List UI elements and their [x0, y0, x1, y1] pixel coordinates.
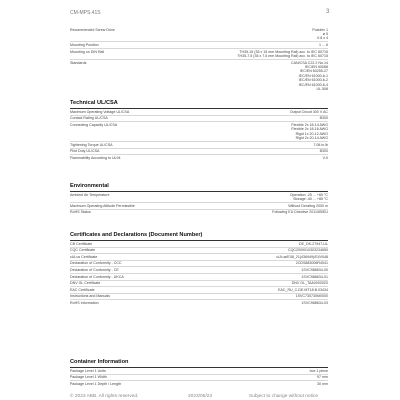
- spec-label: Contact Rating UL/CSA: [70, 116, 108, 121]
- spec-row: [70, 281, 328, 288]
- container-rows: [70, 368, 328, 387]
- spec-value: [296, 261, 328, 265]
- spec-label: Declaration of Conformity - UKCA: [70, 274, 124, 279]
- footer-notice: Subject to change without notice: [249, 394, 319, 399]
- spec-value-line: Operation -25 ... +60 °C: [289, 192, 328, 197]
- spec-row: [70, 294, 328, 301]
- spec-value-line: B300: [319, 149, 328, 154]
- spec-value-line: Output Circuit 300 V AC: [289, 109, 328, 114]
- spec-value-line: Rigid 1x 20-12 AWG: [295, 131, 328, 136]
- spec-value: [278, 288, 328, 292]
- spec-row: [70, 274, 328, 281]
- spec-value: [290, 110, 328, 114]
- ul-csa-section: [70, 100, 328, 161]
- spec-value-line: TH35-7.5 (35 x 7.5 mm Mounting Rail) acc. to IEC 60715: [237, 54, 328, 58]
- spec-value: [299, 242, 328, 246]
- spec-row: [70, 375, 328, 382]
- spec-label: Instructions and Manuals: [70, 294, 110, 299]
- spec-value-line: 1SVC730730M0000: [295, 294, 328, 299]
- spec-row: [70, 267, 328, 274]
- spec-row: [70, 241, 328, 248]
- spec-row: [70, 149, 328, 156]
- spec-label: Mounting on DIN Rail: [70, 49, 105, 54]
- spec-row: [70, 254, 328, 261]
- spec-value-line: Without Derating 2000 m: [288, 203, 328, 208]
- spec-row: [70, 261, 328, 268]
- product-code: CM-MPS.41S: [70, 10, 101, 16]
- spec-label: Maximum Operating Voltage UL/CSA: [70, 109, 130, 114]
- spec-value: [272, 210, 328, 214]
- spec-label: Standards: [70, 60, 87, 65]
- spec-label: RoHS Information: [70, 300, 99, 305]
- general-rows: [70, 27, 328, 92]
- spec-value-line: V-0: [322, 155, 328, 160]
- spec-value-line: Pozidriv 1: [312, 27, 328, 32]
- spec-row: [70, 300, 328, 306]
- spec-label: Declaration of Conformity - CE: [70, 267, 119, 272]
- spec-value-line: Storage -40 ... +85 °C: [293, 197, 328, 201]
- spec-value: [288, 248, 328, 252]
- spec-value-line: IEC/EN 61000-6-2: [298, 78, 328, 83]
- environmental-rows: [70, 192, 328, 215]
- spec-value-line: 30 mm: [317, 381, 328, 386]
- spec-value: [237, 50, 328, 59]
- footer-date: 2023/05/23: [188, 394, 213, 399]
- spec-value-line: EAC_RU_C-DE.MT18.B.03434: [278, 287, 328, 292]
- spec-value-line: Flexible 2x 18-16 AWG: [291, 127, 328, 132]
- spec-value-line: CQC2009010303234650: [288, 248, 328, 253]
- environmental-section: [70, 183, 328, 215]
- spec-row: [70, 155, 328, 161]
- spec-label: Package Level 1 Units: [70, 368, 106, 373]
- spec-label: RoHS Status: [70, 210, 91, 215]
- spec-value-line: Flexible 2x 18-14 AWG: [291, 122, 328, 127]
- spec-row: [70, 210, 328, 216]
- spec-value: [296, 294, 328, 298]
- spec-value: [288, 204, 328, 208]
- spec-row: [70, 27, 328, 42]
- spec-label: Connecting Capacity UL/CSA: [70, 122, 118, 127]
- spec-label: Ambient Air Temperature: [70, 192, 110, 197]
- spec-label: EAC Certificate: [70, 287, 95, 292]
- spec-label: Package Level 1 Depth / Length: [70, 381, 122, 386]
- footer-copyright: © 2023 ABB. All rights reserved.: [70, 394, 139, 399]
- spec-label: CQC Certificate: [70, 248, 96, 253]
- spec-row: [70, 142, 328, 149]
- spec-value-line: IEC/EN 61000-6-1: [298, 73, 328, 78]
- spec-row: [70, 287, 328, 294]
- spec-row: [70, 248, 328, 255]
- spec-label: Declaration of Conformity - CCC: [70, 261, 122, 266]
- spec-value: [317, 375, 328, 379]
- spec-value: [291, 123, 328, 141]
- spec-row: [70, 203, 328, 210]
- spec-row: [70, 192, 328, 203]
- spec-value-line: 1SVC988634-00: [301, 267, 328, 272]
- spec-value-line: UL 508: [316, 87, 328, 92]
- spec-value-line: 2CDS883006R4041: [295, 261, 328, 266]
- spec-value: [292, 281, 328, 285]
- spec-value-line: DNV GL_TAA00000Z0: [291, 281, 328, 286]
- spec-label: CB Certificate: [70, 241, 93, 246]
- spec-value: [319, 43, 328, 47]
- spec-row: [70, 368, 328, 375]
- spec-value: [290, 193, 328, 202]
- spec-value: [323, 156, 328, 160]
- spec-label: Recommended Screw Drive: [70, 27, 115, 32]
- spec-value-line: IEC/EN 60255-27: [299, 69, 328, 74]
- environmental-title: Environmental: [70, 183, 328, 192]
- spec-value-line: 1 ... 6: [319, 43, 328, 47]
- spec-value: [301, 268, 328, 272]
- spec-value: [301, 275, 328, 279]
- certificates-title: Certificates and Declarations (Document Number): [70, 232, 328, 241]
- spec-value: [320, 149, 328, 153]
- certificates-section: [70, 232, 328, 306]
- ul-csa-title: Technical UL/CSA: [70, 100, 328, 109]
- spec-value-line: 7.08 in.lb: [313, 142, 328, 147]
- spec-value-line: 1SVC988634-03: [301, 300, 328, 305]
- spec-value: [291, 61, 328, 92]
- spec-row: [70, 109, 328, 116]
- spec-label: Mounting Position: [70, 43, 99, 47]
- spec-label: Package Level 1 Width: [70, 375, 107, 380]
- spec-value-line: 0.8 x 4: [317, 36, 328, 41]
- spec-value-line: DE_DK-27947-UL: [299, 241, 328, 246]
- page-number: 3: [326, 9, 330, 15]
- spec-value: [317, 382, 328, 386]
- spec-value-line: Rigid 2x 20-14 AWG: [295, 136, 328, 140]
- general-section: [70, 27, 328, 92]
- spec-value-line: 1SVC988634-01: [301, 274, 328, 279]
- spec-value: [276, 255, 328, 259]
- spec-row: [70, 381, 328, 387]
- spec-value: [310, 369, 328, 373]
- spec-value: [313, 143, 328, 147]
- certificates-rows: [70, 241, 328, 306]
- spec-value-line: Following EU Directive 2011/65/EU: [272, 210, 328, 215]
- spec-label: Flammability According to UL94: [70, 155, 121, 160]
- spec-value-line: CAN/CSA C22.2 No.14: [291, 60, 328, 65]
- spec-label: Maximum Operating Altitude Permissible: [70, 203, 135, 208]
- container-section: [70, 359, 328, 387]
- spec-row: [70, 122, 328, 142]
- ul-csa-rows: [70, 109, 328, 161]
- spec-row: [70, 42, 328, 49]
- spec-row: [70, 116, 328, 123]
- spec-value-line: IEC/EN 61000-6-4: [298, 82, 328, 87]
- spec-value-line: 97 mm: [317, 375, 328, 380]
- spec-value-line: TH35-15 (35 x 15 mm Mounting Rail) acc. to IEC 60715: [239, 49, 328, 54]
- spec-value-line: ø 5: [322, 32, 328, 36]
- spec-value: [320, 116, 328, 120]
- spec-row: [70, 49, 328, 60]
- spec-label: Tightening Torque UL/CSA: [70, 142, 113, 147]
- spec-value-line: IEC/EN 60068: [305, 65, 328, 69]
- spec-value: [301, 301, 328, 305]
- spec-label: cULus Certificate: [70, 254, 98, 259]
- spec-label: Pilot Duty UL/CSA: [70, 149, 100, 154]
- spec-value-line: box 1 piece: [309, 368, 328, 373]
- spec-value: [312, 28, 328, 41]
- spec-value-line: cULus/E08_21(436949)/E4V048: [276, 254, 328, 259]
- spec-label: DNV GL Certificate: [70, 281, 101, 286]
- spec-row: [70, 60, 328, 92]
- container-title: Container Information: [70, 359, 328, 368]
- spec-value-line: B300: [319, 116, 328, 121]
